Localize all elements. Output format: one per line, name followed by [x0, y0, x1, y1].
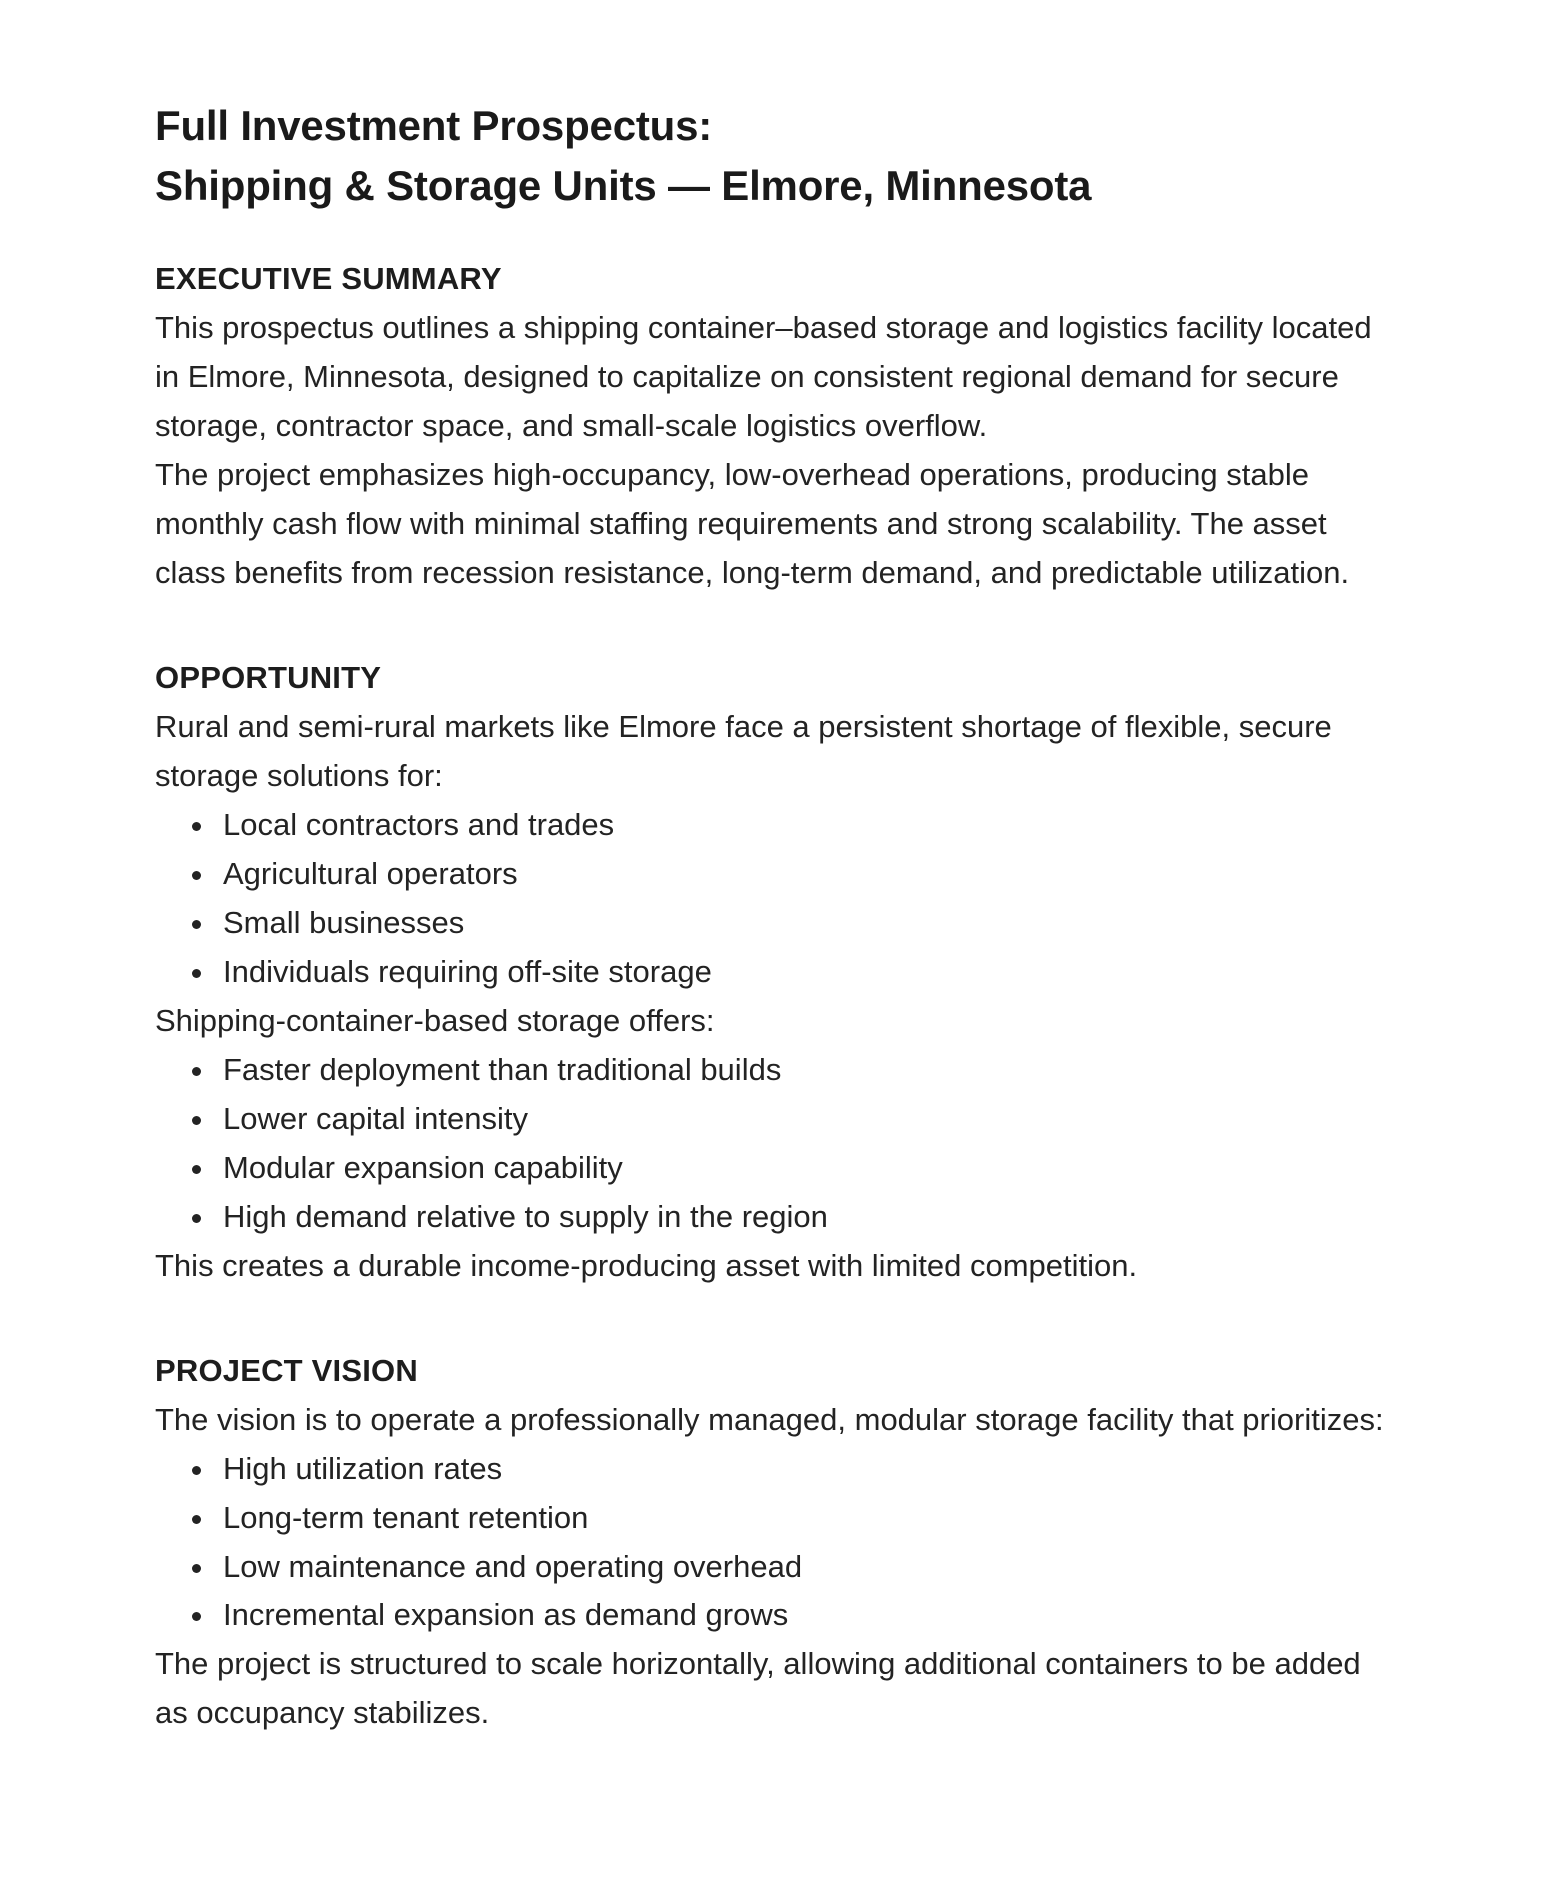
bullet-list — [155, 1046, 1390, 1242]
bullet-item: • Modular expansion capability — [217, 1144, 1390, 1193]
bullet-item: • Long-term tenant retention — [217, 1494, 1390, 1543]
bullet-list — [155, 801, 1390, 997]
section-heading: EXECUTIVE SUMMARY — [155, 261, 502, 297]
section-heading: OPPORTUNITY — [155, 660, 382, 696]
paragraph: The project is structured to scale horizontally, allowing additional containers to be added as occupancy stabilizes. — [155, 1646, 1361, 1731]
bullet-item: • Individuals requiring off-site storage — [217, 948, 1390, 997]
document-title-line-1: Full Investment Prospectus: — [155, 102, 713, 149]
document-section — [155, 654, 1390, 1291]
bullet-list — [155, 1445, 1390, 1641]
section-heading: PROJECT VISION — [155, 1352, 418, 1388]
bullet-item: • Incremental expansion as demand grows — [217, 1591, 1390, 1640]
bullet-item: • Local contractors and trades — [217, 801, 1390, 850]
paragraph: Shipping-container-based storage offers: — [155, 1002, 715, 1038]
paragraph: The vision is to operate a professionally managed, modular storage facility that prioritizes: — [155, 1401, 1384, 1437]
document-title — [155, 96, 1390, 215]
paragraph: This prospectus outlines a shipping container–based storage and logistics facility located in Elmore, Minnesota, designed to capitalize on consistent regional demand for secure storage, contractor space, and small-scale logistics overflow. — [155, 310, 1372, 444]
bullet-item: • Small businesses — [217, 899, 1390, 948]
paragraph: The project emphasizes high-occupancy, low-overhead operations, producing stable monthly cash flow with minimal staffing requirements and strong scalability. The asset class benefits from recession resistance, long-term demand, and predictable utilization. — [155, 457, 1350, 591]
document-section — [155, 255, 1390, 598]
bullet-item: • Faster deployment than traditional builds — [217, 1046, 1390, 1095]
bullet-item: • Lower capital intensity — [217, 1095, 1390, 1144]
bullet-item: • Low maintenance and operating overhead — [217, 1543, 1390, 1592]
document-title-line-2: Shipping & Storage Units — Elmore, Minnesota — [155, 161, 1092, 209]
bullet-item: • Agricultural operators — [217, 850, 1390, 899]
paragraph: Rural and semi-rural markets like Elmore face a persistent shortage of flexible, secure storage solutions for: — [155, 709, 1332, 793]
document-sections — [155, 255, 1390, 1738]
bullet-item: • High utilization rates — [217, 1445, 1390, 1494]
document-section — [155, 1347, 1390, 1739]
paragraph: This creates a durable income-producing asset with limited competition. — [155, 1247, 1138, 1283]
bullet-item: • High demand relative to supply in the region — [217, 1193, 1390, 1242]
